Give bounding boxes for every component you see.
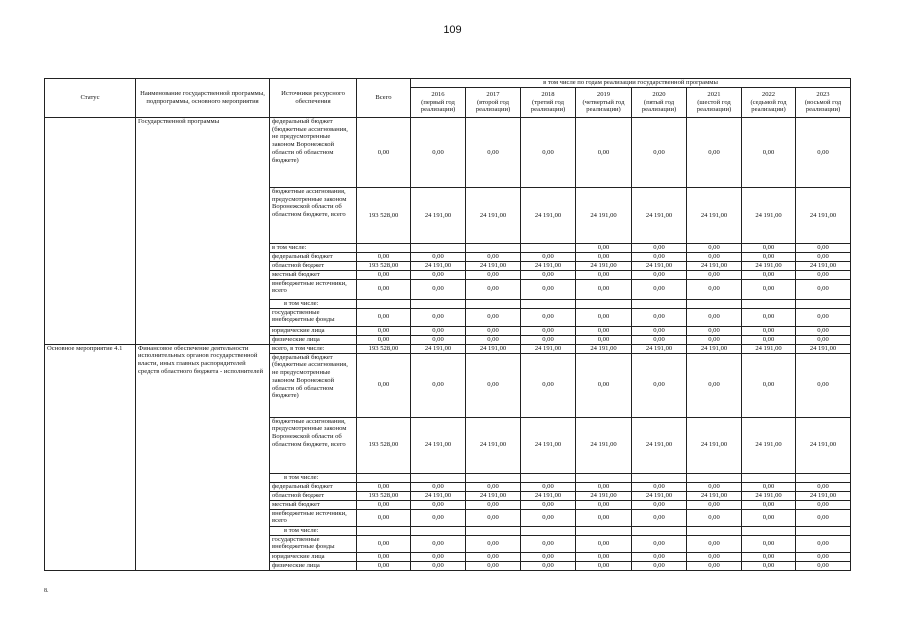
year-value-cell: 0,00 — [576, 244, 632, 253]
year-value-cell — [521, 473, 576, 482]
year-value-cell: 0,00 — [742, 353, 796, 417]
total-cell: 0,00 — [357, 552, 411, 561]
year-value-cell: 0,00 — [466, 353, 521, 417]
year-value-cell: 0,00 — [466, 552, 521, 561]
year-value-cell: 24 191,00 — [411, 188, 466, 244]
total-cell: 0,00 — [357, 353, 411, 417]
year-value-cell: 24 191,00 — [521, 417, 576, 473]
year-value-cell: 0,00 — [742, 326, 796, 335]
year-value-cell: 24 191,00 — [632, 261, 687, 270]
year-value-cell: 0,00 — [742, 561, 796, 570]
year-value-cell: 0,00 — [576, 118, 632, 188]
year-value-cell — [632, 526, 687, 535]
table-row — [45, 118, 851, 188]
source-cell: в том числе: — [270, 473, 357, 482]
total-cell — [357, 473, 411, 482]
year-value-cell: 0,00 — [411, 308, 466, 326]
year-value-cell: 0,00 — [466, 500, 521, 509]
year-value-cell: 0,00 — [742, 308, 796, 326]
year-value-cell — [466, 526, 521, 535]
year-value-cell — [632, 473, 687, 482]
table-row — [45, 344, 851, 353]
total-cell: 0,00 — [357, 335, 411, 344]
program-name-cell: Государственной программы — [136, 118, 270, 345]
year-value-cell: 24 191,00 — [411, 491, 466, 500]
year-value-cell: 0,00 — [796, 279, 851, 299]
year-value-cell: 24 191,00 — [687, 188, 742, 244]
year-value-cell — [632, 299, 687, 308]
total-cell — [357, 299, 411, 308]
year-value-cell: 24 191,00 — [521, 261, 576, 270]
years-group-header: в том числе по годам реализации государственной программы — [411, 79, 851, 88]
year-value-cell: 0,00 — [796, 335, 851, 344]
year-value-cell: 0,00 — [687, 509, 742, 526]
year-value-cell: 0,00 — [411, 252, 466, 261]
year-value-cell — [411, 473, 466, 482]
year-label: (второй год реализации) — [475, 98, 511, 114]
total-cell: 193 528,00 — [357, 261, 411, 270]
year-value-cell: 24 191,00 — [576, 491, 632, 500]
status-header: Статус — [45, 79, 136, 118]
year-value-cell: 0,00 — [687, 308, 742, 326]
source-cell: федеральный бюджет — [270, 252, 357, 261]
status-cell: Основное мероприятие 4.1 — [45, 344, 136, 570]
year-value-cell: 0,00 — [796, 308, 851, 326]
year-value-cell: 24 191,00 — [576, 417, 632, 473]
total-cell: 0,00 — [357, 252, 411, 261]
year-value-cell: 24 191,00 — [466, 261, 521, 270]
year-value-cell: 0,00 — [411, 118, 466, 188]
year-value-cell: 0,00 — [576, 308, 632, 326]
total-cell: 0,00 — [357, 482, 411, 491]
year-value-cell: 24 191,00 — [742, 417, 796, 473]
year-value-cell: 0,00 — [576, 509, 632, 526]
year-value-cell — [466, 473, 521, 482]
year-number: 2023 — [816, 90, 830, 98]
year-value-cell: 0,00 — [411, 552, 466, 561]
year-value-cell: 0,00 — [521, 509, 576, 526]
year-value-cell: 24 191,00 — [796, 344, 851, 353]
year-value-cell: 0,00 — [742, 335, 796, 344]
year-value-cell: 0,00 — [796, 509, 851, 526]
total-cell: 193 528,00 — [357, 417, 411, 473]
year-value-cell: 0,00 — [521, 279, 576, 299]
year-value-cell: 0,00 — [742, 252, 796, 261]
name-header: Наименование государственной программы, подпрограммы, основного мероприятия — [136, 79, 270, 118]
source-cell: государственные внебюджетные фонды — [270, 308, 357, 326]
year-value-cell: 0,00 — [466, 326, 521, 335]
year-value-cell: 0,00 — [687, 252, 742, 261]
year-value-cell: 24 191,00 — [632, 491, 687, 500]
source-cell: местный бюджет — [270, 270, 357, 279]
year-value-cell: 0,00 — [576, 270, 632, 279]
year-header — [796, 88, 851, 118]
source-cell: местный бюджет — [270, 500, 357, 509]
table-header — [45, 79, 851, 118]
source-cell: федеральный бюджет (бюджетные ассигнования, не предусмотренные законом Воронежской области об областном бюджете) — [270, 353, 357, 417]
year-header — [742, 88, 796, 118]
year-value-cell: 0,00 — [521, 335, 576, 344]
year-value-cell: 0,00 — [576, 252, 632, 261]
year-value-cell: 0,00 — [411, 561, 466, 570]
year-value-cell: 0,00 — [521, 118, 576, 188]
source-cell: всего, в том числе: — [270, 344, 357, 353]
year-value-cell: 0,00 — [521, 561, 576, 570]
year-value-cell: 0,00 — [521, 353, 576, 417]
year-value-cell: 24 191,00 — [796, 261, 851, 270]
year-value-cell: 0,00 — [796, 118, 851, 188]
year-value-cell: 24 191,00 — [687, 261, 742, 270]
year-value-cell: 0,00 — [466, 561, 521, 570]
year-value-cell: 0,00 — [466, 509, 521, 526]
year-value-cell: 0,00 — [796, 326, 851, 335]
year-value-cell: 0,00 — [466, 118, 521, 188]
year-value-cell: 0,00 — [796, 244, 851, 253]
year-value-cell: 0,00 — [742, 482, 796, 491]
year-value-cell: 24 191,00 — [742, 188, 796, 244]
source-cell: бюджетные ассигнования, предусмотренные законом Воронежской области об областном бюджете, всего — [270, 188, 357, 244]
year-value-cell: 0,00 — [687, 353, 742, 417]
year-value-cell: 24 191,00 — [521, 344, 576, 353]
year-header — [687, 88, 742, 118]
year-value-cell — [796, 299, 851, 308]
year-value-cell: 0,00 — [576, 561, 632, 570]
source-cell: федеральный бюджет (бюджетные ассигнования, не предусмотренные законом Воронежской области об областном бюджете) — [270, 118, 357, 188]
total-cell: 0,00 — [357, 500, 411, 509]
year-value-cell: 0,00 — [796, 552, 851, 561]
year-value-cell: 0,00 — [521, 552, 576, 561]
year-value-cell: 0,00 — [687, 552, 742, 561]
year-value-cell: 0,00 — [632, 500, 687, 509]
source-cell: государственные внебюджетные фонды — [270, 535, 357, 552]
source-cell: областной бюджет — [270, 491, 357, 500]
year-value-cell: 0,00 — [742, 118, 796, 188]
year-value-cell: 0,00 — [632, 335, 687, 344]
year-header — [466, 88, 521, 118]
year-value-cell: 0,00 — [521, 482, 576, 491]
year-value-cell: 0,00 — [466, 535, 521, 552]
year-value-cell: 0,00 — [632, 270, 687, 279]
year-value-cell: 24 191,00 — [687, 344, 742, 353]
year-value-cell: 24 191,00 — [687, 491, 742, 500]
year-value-cell: 0,00 — [521, 326, 576, 335]
year-value-cell: 24 191,00 — [632, 188, 687, 244]
year-value-cell: 0,00 — [411, 509, 466, 526]
source-cell: юридические лица — [270, 552, 357, 561]
year-value-cell: 0,00 — [687, 326, 742, 335]
year-value-cell: 24 191,00 — [466, 491, 521, 500]
year-value-cell — [576, 526, 632, 535]
year-value-cell: 0,00 — [632, 353, 687, 417]
year-number: 2020 — [652, 90, 666, 98]
year-value-cell: 0,00 — [466, 279, 521, 299]
year-value-cell — [742, 526, 796, 535]
total-cell: 0,00 — [357, 308, 411, 326]
year-value-cell: 0,00 — [576, 353, 632, 417]
source-cell: бюджетные ассигнования, предусмотренные законом Воронежской области об областном бюджете, всего — [270, 417, 357, 473]
year-value-cell: 0,00 — [466, 482, 521, 491]
year-value-cell: 0,00 — [632, 509, 687, 526]
program-name-cell: Финансовое обеспечение деятельности исполнительных органов государственной власти, иных главных распорядителей средств областного бюджета - исполнителей — [136, 344, 270, 570]
year-value-cell: 0,00 — [796, 252, 851, 261]
year-value-cell: 0,00 — [796, 353, 851, 417]
year-value-cell — [466, 244, 521, 253]
year-value-cell: 24 191,00 — [687, 417, 742, 473]
year-header — [411, 88, 466, 118]
year-value-cell: 0,00 — [411, 500, 466, 509]
year-label: (пятый год реализации) — [641, 98, 677, 114]
year-label: (первый год реализации) — [420, 98, 456, 114]
year-value-cell: 0,00 — [687, 535, 742, 552]
footer-note: 8. — [44, 588, 49, 594]
total-header: Всего — [357, 79, 411, 118]
year-value-cell: 0,00 — [687, 244, 742, 253]
year-value-cell: 24 191,00 — [742, 261, 796, 270]
year-value-cell: 24 191,00 — [796, 417, 851, 473]
year-value-cell: 0,00 — [687, 335, 742, 344]
status-cell — [45, 118, 136, 345]
year-value-cell: 24 191,00 — [742, 344, 796, 353]
total-cell: 0,00 — [357, 509, 411, 526]
year-value-cell: 0,00 — [466, 270, 521, 279]
year-label: (третий год реализации) — [530, 98, 566, 114]
year-value-cell: 0,00 — [411, 270, 466, 279]
year-value-cell — [687, 299, 742, 308]
year-value-cell: 0,00 — [411, 353, 466, 417]
year-value-cell: 0,00 — [796, 482, 851, 491]
year-value-cell: 0,00 — [576, 500, 632, 509]
year-value-cell: 0,00 — [632, 279, 687, 299]
year-value-cell: 0,00 — [796, 535, 851, 552]
total-cell: 0,00 — [357, 561, 411, 570]
year-value-cell: 0,00 — [632, 252, 687, 261]
year-value-cell: 0,00 — [521, 500, 576, 509]
year-value-cell: 24 191,00 — [466, 344, 521, 353]
source-cell: внебюджетные источники, всего — [270, 509, 357, 526]
year-value-cell: 0,00 — [742, 279, 796, 299]
year-value-cell: 0,00 — [411, 535, 466, 552]
year-value-cell — [411, 244, 466, 253]
source-cell: физические лица — [270, 561, 357, 570]
year-value-cell: 0,00 — [411, 335, 466, 344]
year-value-cell: 24 191,00 — [411, 261, 466, 270]
year-value-cell: 24 191,00 — [796, 188, 851, 244]
table-body — [45, 118, 851, 571]
year-number: 2017 — [486, 90, 500, 98]
source-cell: федеральный бюджет — [270, 482, 357, 491]
year-value-cell: 0,00 — [466, 308, 521, 326]
year-value-cell: 0,00 — [576, 279, 632, 299]
year-value-cell: 0,00 — [742, 509, 796, 526]
source-cell: физические лица — [270, 335, 357, 344]
year-value-cell: 0,00 — [576, 552, 632, 561]
total-cell: 0,00 — [357, 270, 411, 279]
year-value-cell: 24 191,00 — [411, 344, 466, 353]
budget-table — [44, 78, 851, 571]
source-cell: внебюджетные источники, всего — [270, 279, 357, 299]
source-cell: в том числе: — [270, 526, 357, 535]
year-value-cell — [687, 473, 742, 482]
year-value-cell — [411, 526, 466, 535]
year-value-cell: 0,00 — [742, 552, 796, 561]
year-value-cell: 0,00 — [576, 335, 632, 344]
year-value-cell — [796, 526, 851, 535]
year-value-cell: 0,00 — [796, 561, 851, 570]
year-value-cell: 24 191,00 — [521, 491, 576, 500]
year-value-cell: 0,00 — [576, 326, 632, 335]
total-cell — [357, 526, 411, 535]
total-cell: 193 528,00 — [357, 188, 411, 244]
year-label: (четвертый год реализации) — [582, 98, 625, 114]
total-cell: 0,00 — [357, 279, 411, 299]
year-value-cell: 0,00 — [742, 535, 796, 552]
year-header — [521, 88, 576, 118]
source-header: Источники ресурсного обеспечения — [270, 79, 357, 118]
year-value-cell: 24 191,00 — [466, 417, 521, 473]
year-value-cell — [576, 299, 632, 308]
source-cell: юридические лица — [270, 326, 357, 335]
year-value-cell: 0,00 — [632, 244, 687, 253]
year-value-cell: 0,00 — [687, 270, 742, 279]
year-value-cell: 0,00 — [687, 561, 742, 570]
year-number: 2021 — [707, 90, 721, 98]
year-value-cell: 0,00 — [632, 552, 687, 561]
year-value-cell: 0,00 — [632, 118, 687, 188]
year-value-cell: 0,00 — [576, 482, 632, 491]
total-cell: 193 528,00 — [357, 344, 411, 353]
total-cell: 0,00 — [357, 118, 411, 188]
source-cell: в том числе: — [270, 299, 357, 308]
year-value-cell: 0,00 — [411, 482, 466, 491]
year-value-cell: 0,00 — [796, 500, 851, 509]
year-label: (шестой год реализации) — [696, 98, 732, 114]
year-value-cell: 0,00 — [687, 482, 742, 491]
year-value-cell — [521, 526, 576, 535]
total-cell: 0,00 — [357, 535, 411, 552]
year-value-cell: 0,00 — [742, 500, 796, 509]
year-value-cell: 0,00 — [687, 500, 742, 509]
year-value-cell: 24 191,00 — [521, 188, 576, 244]
year-value-cell — [521, 244, 576, 253]
year-value-cell: 0,00 — [632, 561, 687, 570]
year-number: 2022 — [761, 90, 776, 98]
year-number: 2018 — [541, 90, 555, 98]
year-value-cell: 0,00 — [521, 270, 576, 279]
year-value-cell: 24 191,00 — [576, 261, 632, 270]
year-header — [632, 88, 687, 118]
year-value-cell: 0,00 — [796, 270, 851, 279]
year-value-cell: 24 191,00 — [411, 417, 466, 473]
total-cell: 0,00 — [357, 326, 411, 335]
year-label: (восьмой год реализации) — [804, 98, 842, 114]
year-value-cell — [411, 299, 466, 308]
year-value-cell — [796, 473, 851, 482]
year-number: 2019 — [596, 90, 611, 98]
year-value-cell: 0,00 — [742, 244, 796, 253]
year-value-cell: 0,00 — [632, 535, 687, 552]
year-value-cell: 0,00 — [521, 535, 576, 552]
year-value-cell: 0,00 — [411, 279, 466, 299]
total-cell — [357, 244, 411, 253]
year-label: (седьмой год реализации) — [750, 98, 787, 114]
year-value-cell — [576, 473, 632, 482]
year-value-cell: 0,00 — [576, 535, 632, 552]
page-number: 109 — [443, 24, 462, 36]
year-value-cell: 0,00 — [521, 252, 576, 261]
year-value-cell: 0,00 — [687, 279, 742, 299]
year-value-cell — [742, 473, 796, 482]
year-value-cell: 0,00 — [466, 252, 521, 261]
year-value-cell: 0,00 — [466, 335, 521, 344]
year-value-cell: 0,00 — [632, 308, 687, 326]
year-value-cell: 0,00 — [632, 326, 687, 335]
year-value-cell: 24 191,00 — [742, 491, 796, 500]
year-value-cell: 24 191,00 — [796, 491, 851, 500]
year-value-cell: 24 191,00 — [466, 188, 521, 244]
source-cell: в том числе: — [270, 244, 357, 253]
year-value-cell — [687, 526, 742, 535]
year-value-cell: 0,00 — [742, 270, 796, 279]
year-value-cell — [742, 299, 796, 308]
total-cell: 193 528,00 — [357, 491, 411, 500]
year-value-cell: 24 191,00 — [576, 344, 632, 353]
year-value-cell: 0,00 — [411, 326, 466, 335]
year-value-cell — [466, 299, 521, 308]
year-value-cell: 0,00 — [687, 118, 742, 188]
year-value-cell — [521, 299, 576, 308]
year-value-cell: 24 191,00 — [632, 417, 687, 473]
source-cell: областной бюджет — [270, 261, 357, 270]
year-value-cell: 24 191,00 — [576, 188, 632, 244]
year-number: 2016 — [431, 90, 445, 98]
year-header — [576, 88, 632, 118]
year-value-cell: 24 191,00 — [632, 344, 687, 353]
year-value-cell: 0,00 — [521, 308, 576, 326]
year-value-cell: 0,00 — [632, 482, 687, 491]
